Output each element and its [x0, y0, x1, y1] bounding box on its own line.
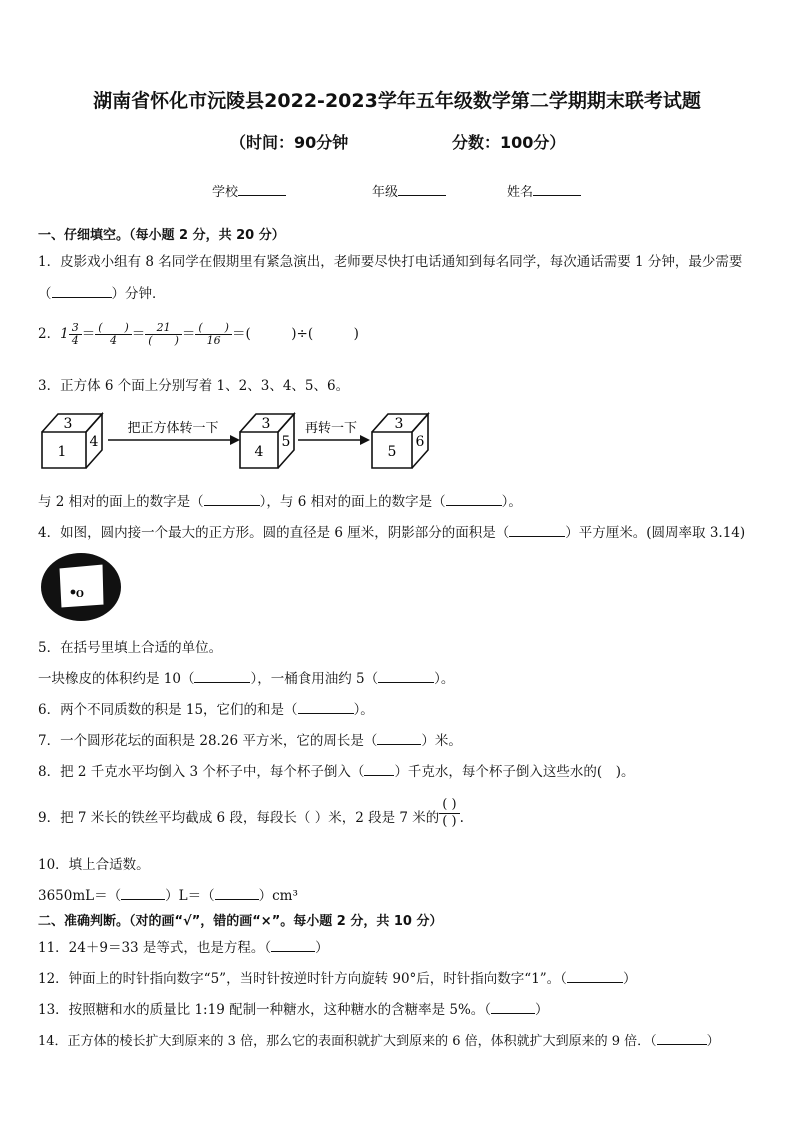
cube-rotation-figure [38, 408, 438, 472]
section-1-heading: 一、仔细填空。（每小题 2 分，共 20 分） [38, 228, 285, 243]
page-title: 湖南省怀化市沅陵县2022-2023学年五年级数学第二学期期末联考试题 [93, 90, 701, 112]
question-3-answer: 与 2 相对的面上的数字是（ ），与 6 相对的面上的数字是（ ）。 [38, 494, 522, 510]
answer-blank[interactable] [52, 285, 112, 298]
question-14: 14．正方体的棱长扩大到原来的 3 倍，那么它的表面积就扩大到原来的 6 倍，体积就扩大到原来的 9 倍．（ ） [38, 1034, 720, 1049]
answer-blank[interactable] [377, 732, 421, 745]
question-13: 13．按照糖和水的质量比 1:19 配制一种糖水，这种糖水的含糖率是 5%。（ ） [38, 1002, 549, 1018]
section-2-heading: 二、准确判断。（对的画“√”，错的画“×”。每小题 2 分，共 10 分） [38, 914, 443, 929]
center-point [71, 590, 76, 595]
cube-1-side: 4 [89, 434, 99, 450]
answer-blank[interactable] [657, 1032, 707, 1045]
school-blank[interactable] [238, 183, 286, 196]
answer-blank[interactable] [215, 887, 259, 900]
question-1-line-2: （ ）分钟． [38, 286, 166, 302]
question-4: 4．如图，圆内接一个最大的正方形。圆的直径是 6 厘米，阴影部分的面积是（ ）平方厘米。(圆周率取 3.14) [38, 525, 746, 541]
answer-blank[interactable] [271, 939, 315, 952]
answer-blank[interactable] [446, 493, 502, 506]
inscribed-square [59, 564, 104, 608]
fraction: $\frac{3}{4}$ [69, 322, 82, 347]
question-1-line-1: 1．皮影戏小组有 8 名同学在假期里有紧急演出，老师要尽快打电话通知到每名同学，每次通话需要 1 分钟，最少需要 [38, 254, 743, 270]
center-label: O [76, 590, 84, 600]
fraction[interactable]: $\frac{( )}{4}$ [95, 322, 132, 347]
cube-1-top: 3 [63, 416, 73, 432]
cube-3-front: 5 [387, 444, 397, 460]
school-field[interactable] [212, 181, 286, 200]
question-10-line: 3650mL＝（ ）L＝（ ）cm³ [38, 888, 298, 904]
grade-field[interactable] [372, 181, 446, 200]
cube-2-front: 4 [254, 444, 264, 460]
question-12: 12．钟面上的时针指向数字“5”，当时针按逆时针方向旋转 90°后，时针指向数字“1”。（ ） [38, 971, 637, 987]
answer-blank[interactable] [364, 763, 394, 776]
answer-blank[interactable] [491, 1001, 535, 1014]
exam-score: 分数：100分） [452, 133, 566, 152]
grade-label: 年级 [372, 185, 399, 200]
fraction[interactable]: $\frac{21}{( )}$ [145, 322, 182, 347]
arrow-head-icon [230, 435, 240, 445]
answer-blank[interactable] [204, 493, 260, 506]
answer-blank[interactable] [298, 701, 354, 714]
name-field[interactable] [507, 181, 581, 200]
grade-blank[interactable] [398, 183, 446, 196]
question-7: 7．一个圆形花坛的面积是 28.26 平方米，它的周长是（ ）米。 [38, 733, 462, 749]
cube-1-front: 1 [57, 444, 67, 460]
question-3: 3．正方体 6 个面上分别写着 1、2、3、4、5、6。 [38, 378, 350, 394]
question-2: 2．1 $\frac{3}{4}$ ＝ $\frac{( )}{4}$ ＝ $\frac{21}{( )}$ ＝ $\frac{( )}{16}$ ＝( )÷( ) [38, 321, 359, 347]
arrow-2-label: 再转一下 [304, 421, 358, 436]
answer-blank[interactable] [567, 970, 623, 983]
answer-blank[interactable] [509, 524, 565, 537]
school-label: 学校 [212, 185, 239, 200]
fraction[interactable]: $\frac{( )}{16}$ [195, 322, 232, 347]
question-8: 8．把 2 千克水平均倒入 3 个杯子中，每个杯子倒入（ ）千克水，每个杯子倒入这些水的( )。 [38, 764, 635, 780]
answer-blank[interactable] [378, 670, 434, 683]
answer-fraction[interactable]: $\frac{( )}{( )}$ [439, 797, 459, 830]
question-11: 11．24＋9＝33 是等式，也是方程。（ ） [38, 940, 329, 956]
exam-time: （时间：90分钟 [230, 133, 349, 152]
answer-blank[interactable] [121, 887, 165, 900]
cube-2-top: 3 [261, 416, 271, 432]
question-10: 10．填上合适数。 [38, 857, 150, 873]
question-6: 6．两个不同质数的积是 15，它们的和是（ ）。 [38, 702, 374, 718]
question-5: 5．在括号里填上合适的单位。 [38, 640, 223, 656]
arrow-head-icon [360, 435, 370, 445]
arrow-1-label: 把正方体转一下 [127, 421, 219, 436]
name-blank[interactable] [533, 183, 581, 196]
name-label: 姓名 [507, 185, 534, 200]
cube-3-top: 3 [394, 416, 404, 432]
question-5-line: 一块橡皮的体积约是 10（ ），一桶食用油约 5（ ）。 [38, 671, 455, 687]
cube-3-side: 6 [415, 434, 425, 450]
question-9: 9．把 7 米长的铁丝平均截成 6 段，每段长（ ）米，2 段是 7 米的 $\frac{( )}{( )}$ . [38, 797, 464, 829]
answer-blank[interactable] [194, 670, 250, 683]
cube-2-side: 5 [281, 434, 291, 450]
circle-square-figure [40, 552, 124, 622]
